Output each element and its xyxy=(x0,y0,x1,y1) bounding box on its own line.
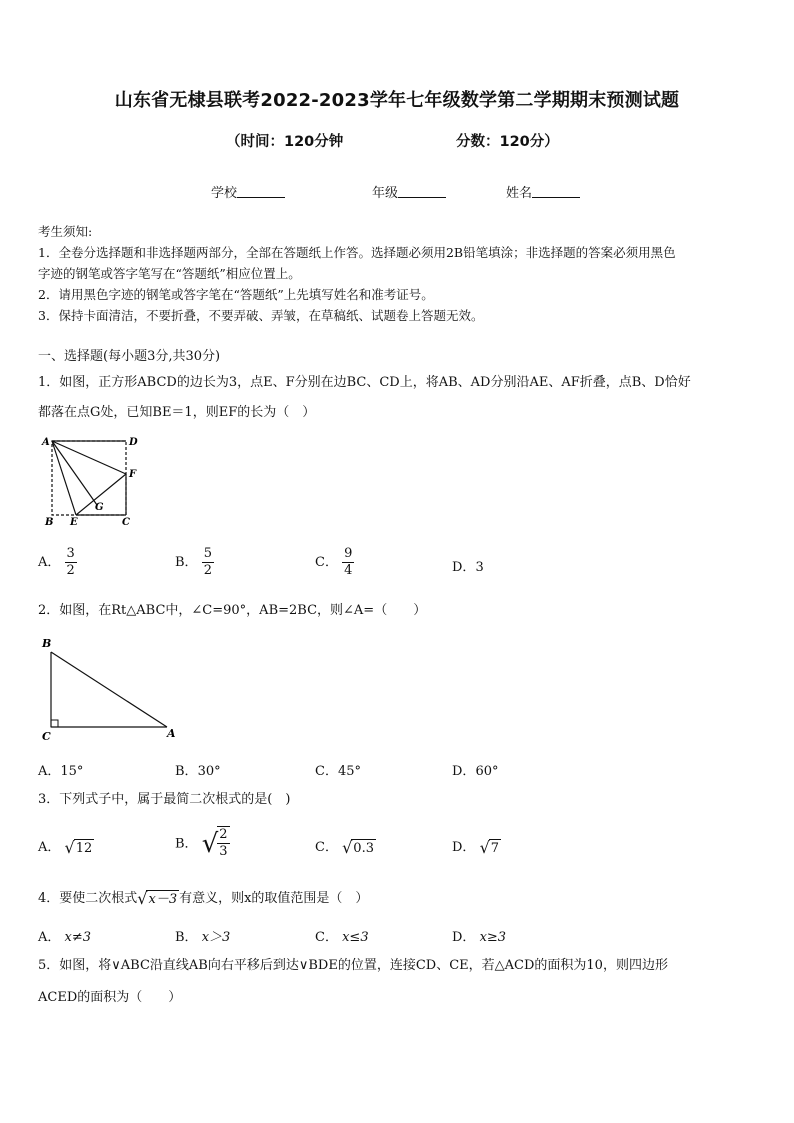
option-letter: D． xyxy=(452,930,476,945)
denominator: 3 xyxy=(219,844,228,859)
notice-item: 3．保持卡面清洁，不要折叠，不要弄破、弄皱，在草稿纸、试题卷上答题无效。 xyxy=(38,308,484,323)
radicand: 7 xyxy=(490,840,500,856)
exam-notice xyxy=(38,221,758,326)
option-letter: A． xyxy=(38,930,61,945)
question-3-option-a[interactable] xyxy=(38,836,94,857)
question-1-line: 都落在点G处，已知BE＝1，则EF的长为（ ） xyxy=(38,405,316,420)
label-g: G xyxy=(95,502,104,513)
question-3-option-c[interactable] xyxy=(315,836,376,857)
square-root xyxy=(202,826,230,862)
score-label: 分数：120分） xyxy=(456,134,559,150)
option-letter: A． xyxy=(38,555,61,570)
line-ae xyxy=(52,441,76,515)
square-root xyxy=(65,839,95,857)
question-1-option-c[interactable] xyxy=(315,546,354,579)
label-b: B xyxy=(45,517,54,528)
notice-item: 2．请用黑色字迹的钢笔或答字笔在“答题纸”上先填写姓名和准考证号。 xyxy=(38,287,434,302)
question-2-option-c[interactable] xyxy=(315,760,361,779)
question-1-option-d[interactable] xyxy=(452,556,484,575)
label-c: C xyxy=(122,517,130,528)
question-2-option-d[interactable] xyxy=(452,760,498,779)
radical-sign: √ xyxy=(201,829,219,859)
fraction xyxy=(65,546,77,579)
question-1-line: 1．如图，正方形ABCD的边长为3，点E、F分别在边BC、CD上，将AB、AD分别沿AE、AF折叠，点B、D恰好 xyxy=(38,375,691,390)
page-title: 山东省无棣县联考2022-2023学年七年级数学第二学期期末预测试题 xyxy=(114,90,680,111)
radical-sign: √ xyxy=(479,837,490,857)
question-4-pre: 4．要使二次根式 xyxy=(38,891,138,906)
option-letter: C． xyxy=(315,764,338,779)
option-value: 45° xyxy=(337,764,361,779)
radicand: 12 xyxy=(75,840,93,856)
right-angle-mark xyxy=(51,720,58,727)
square-root xyxy=(342,839,376,857)
numerator: 9 xyxy=(344,546,353,561)
option-letter: B． xyxy=(175,930,198,945)
question-2-figure xyxy=(38,634,188,744)
school-label: 学校 xyxy=(211,186,238,201)
question-2-option-a[interactable] xyxy=(38,760,83,779)
label-a: A xyxy=(167,727,176,740)
numerator: 2 xyxy=(219,827,228,842)
option-value: 3 xyxy=(475,560,484,575)
name-label: 姓名 xyxy=(506,186,533,201)
square-root xyxy=(137,890,179,908)
square-root xyxy=(480,839,501,857)
numerator: 5 xyxy=(203,546,212,561)
option-value: x≤3 xyxy=(342,930,369,945)
label-c: C xyxy=(42,730,51,743)
question-1-option-b[interactable] xyxy=(175,546,214,579)
question-1-text xyxy=(38,370,763,426)
section-heading: 一、选择题(每小题3分,共30分) xyxy=(38,349,221,364)
name-field xyxy=(506,182,580,201)
radicand: x－3 xyxy=(148,891,178,907)
fraction xyxy=(217,826,229,862)
label-e: E xyxy=(70,517,78,528)
option-value: x＞3 xyxy=(201,930,231,945)
question-1-figure xyxy=(38,434,144,528)
notice-heading: 考生须知: xyxy=(38,224,93,239)
question-4-text xyxy=(38,886,763,912)
question-5-line: 5．如图，将∨ABC沿直线AB向右平移后到达∨BDE的位置，连接CD、CE，若△ACD的面积为10，则四边形 xyxy=(38,958,668,973)
name-blank xyxy=(532,185,580,198)
question-4-post: 有意义，则x的取值范围是（ ） xyxy=(179,891,369,906)
fraction xyxy=(342,546,354,579)
question-4-option-b[interactable] xyxy=(175,926,230,945)
option-letter: B． xyxy=(175,555,198,570)
option-value: 60° xyxy=(475,764,499,779)
question-4-option-a[interactable] xyxy=(38,926,91,945)
grade-field xyxy=(372,182,446,201)
option-value: x≥3 xyxy=(479,930,507,945)
question-2-option-b[interactable] xyxy=(175,760,221,779)
option-value: x≠3 xyxy=(64,930,92,945)
radical-sign: √ xyxy=(342,837,353,857)
denominator: 4 xyxy=(344,563,353,578)
label-d: D xyxy=(129,437,138,448)
label-a: A xyxy=(42,437,50,448)
question-3-option-d[interactable] xyxy=(452,836,501,857)
radical-sign: √ xyxy=(137,888,148,908)
radicand: 0.3 xyxy=(353,840,374,856)
question-4-option-c[interactable] xyxy=(315,926,369,945)
option-value: 30° xyxy=(197,764,221,779)
side-ab xyxy=(51,652,167,727)
grade-label: 年级 xyxy=(372,186,399,201)
question-2-text: 2．如图，在Rt△ABC中，∠C=90°，AB=2BC，则∠A=（ ） xyxy=(38,603,427,618)
denominator: 2 xyxy=(203,563,212,578)
question-3-option-b[interactable] xyxy=(175,826,230,862)
option-letter: B． xyxy=(175,764,198,779)
notice-item: 1．全卷分选择题和非选择题两部分，全部在答题纸上作答。选择题必须用2B铅笔填涂；非选择题的答案必须用黑色 xyxy=(38,245,676,260)
grade-blank xyxy=(398,185,446,198)
option-letter: A． xyxy=(38,764,61,779)
time-label: （时间：120分钟 xyxy=(226,134,344,150)
school-blank xyxy=(237,185,285,198)
label-b: B xyxy=(42,637,52,650)
option-value: 15° xyxy=(60,764,84,779)
question-1-option-a[interactable] xyxy=(38,546,77,579)
option-letter: C． xyxy=(315,840,338,855)
option-letter: D． xyxy=(452,560,476,575)
numerator: 3 xyxy=(66,546,75,561)
question-4-option-d[interactable] xyxy=(452,926,506,945)
denominator: 2 xyxy=(66,563,75,578)
fraction xyxy=(202,546,214,579)
question-5-line: ACED的面积为（ ） xyxy=(38,990,182,1005)
option-letter: C． xyxy=(315,930,338,945)
school-field xyxy=(211,182,285,201)
radical-sign: √ xyxy=(64,837,75,857)
label-f: F xyxy=(129,469,137,480)
question-5-text xyxy=(38,953,763,1011)
question-3-text: 3．下列式子中，属于最简二次根式的是( ) xyxy=(38,792,291,807)
option-letter: D． xyxy=(452,764,476,779)
notice-item: 字迹的钢笔或答字笔写在“答题纸”相应位置上。 xyxy=(38,266,301,281)
option-letter: C． xyxy=(315,555,338,570)
option-letter: B． xyxy=(175,836,198,852)
option-letter: D． xyxy=(452,840,476,855)
option-letter: A． xyxy=(38,840,61,855)
